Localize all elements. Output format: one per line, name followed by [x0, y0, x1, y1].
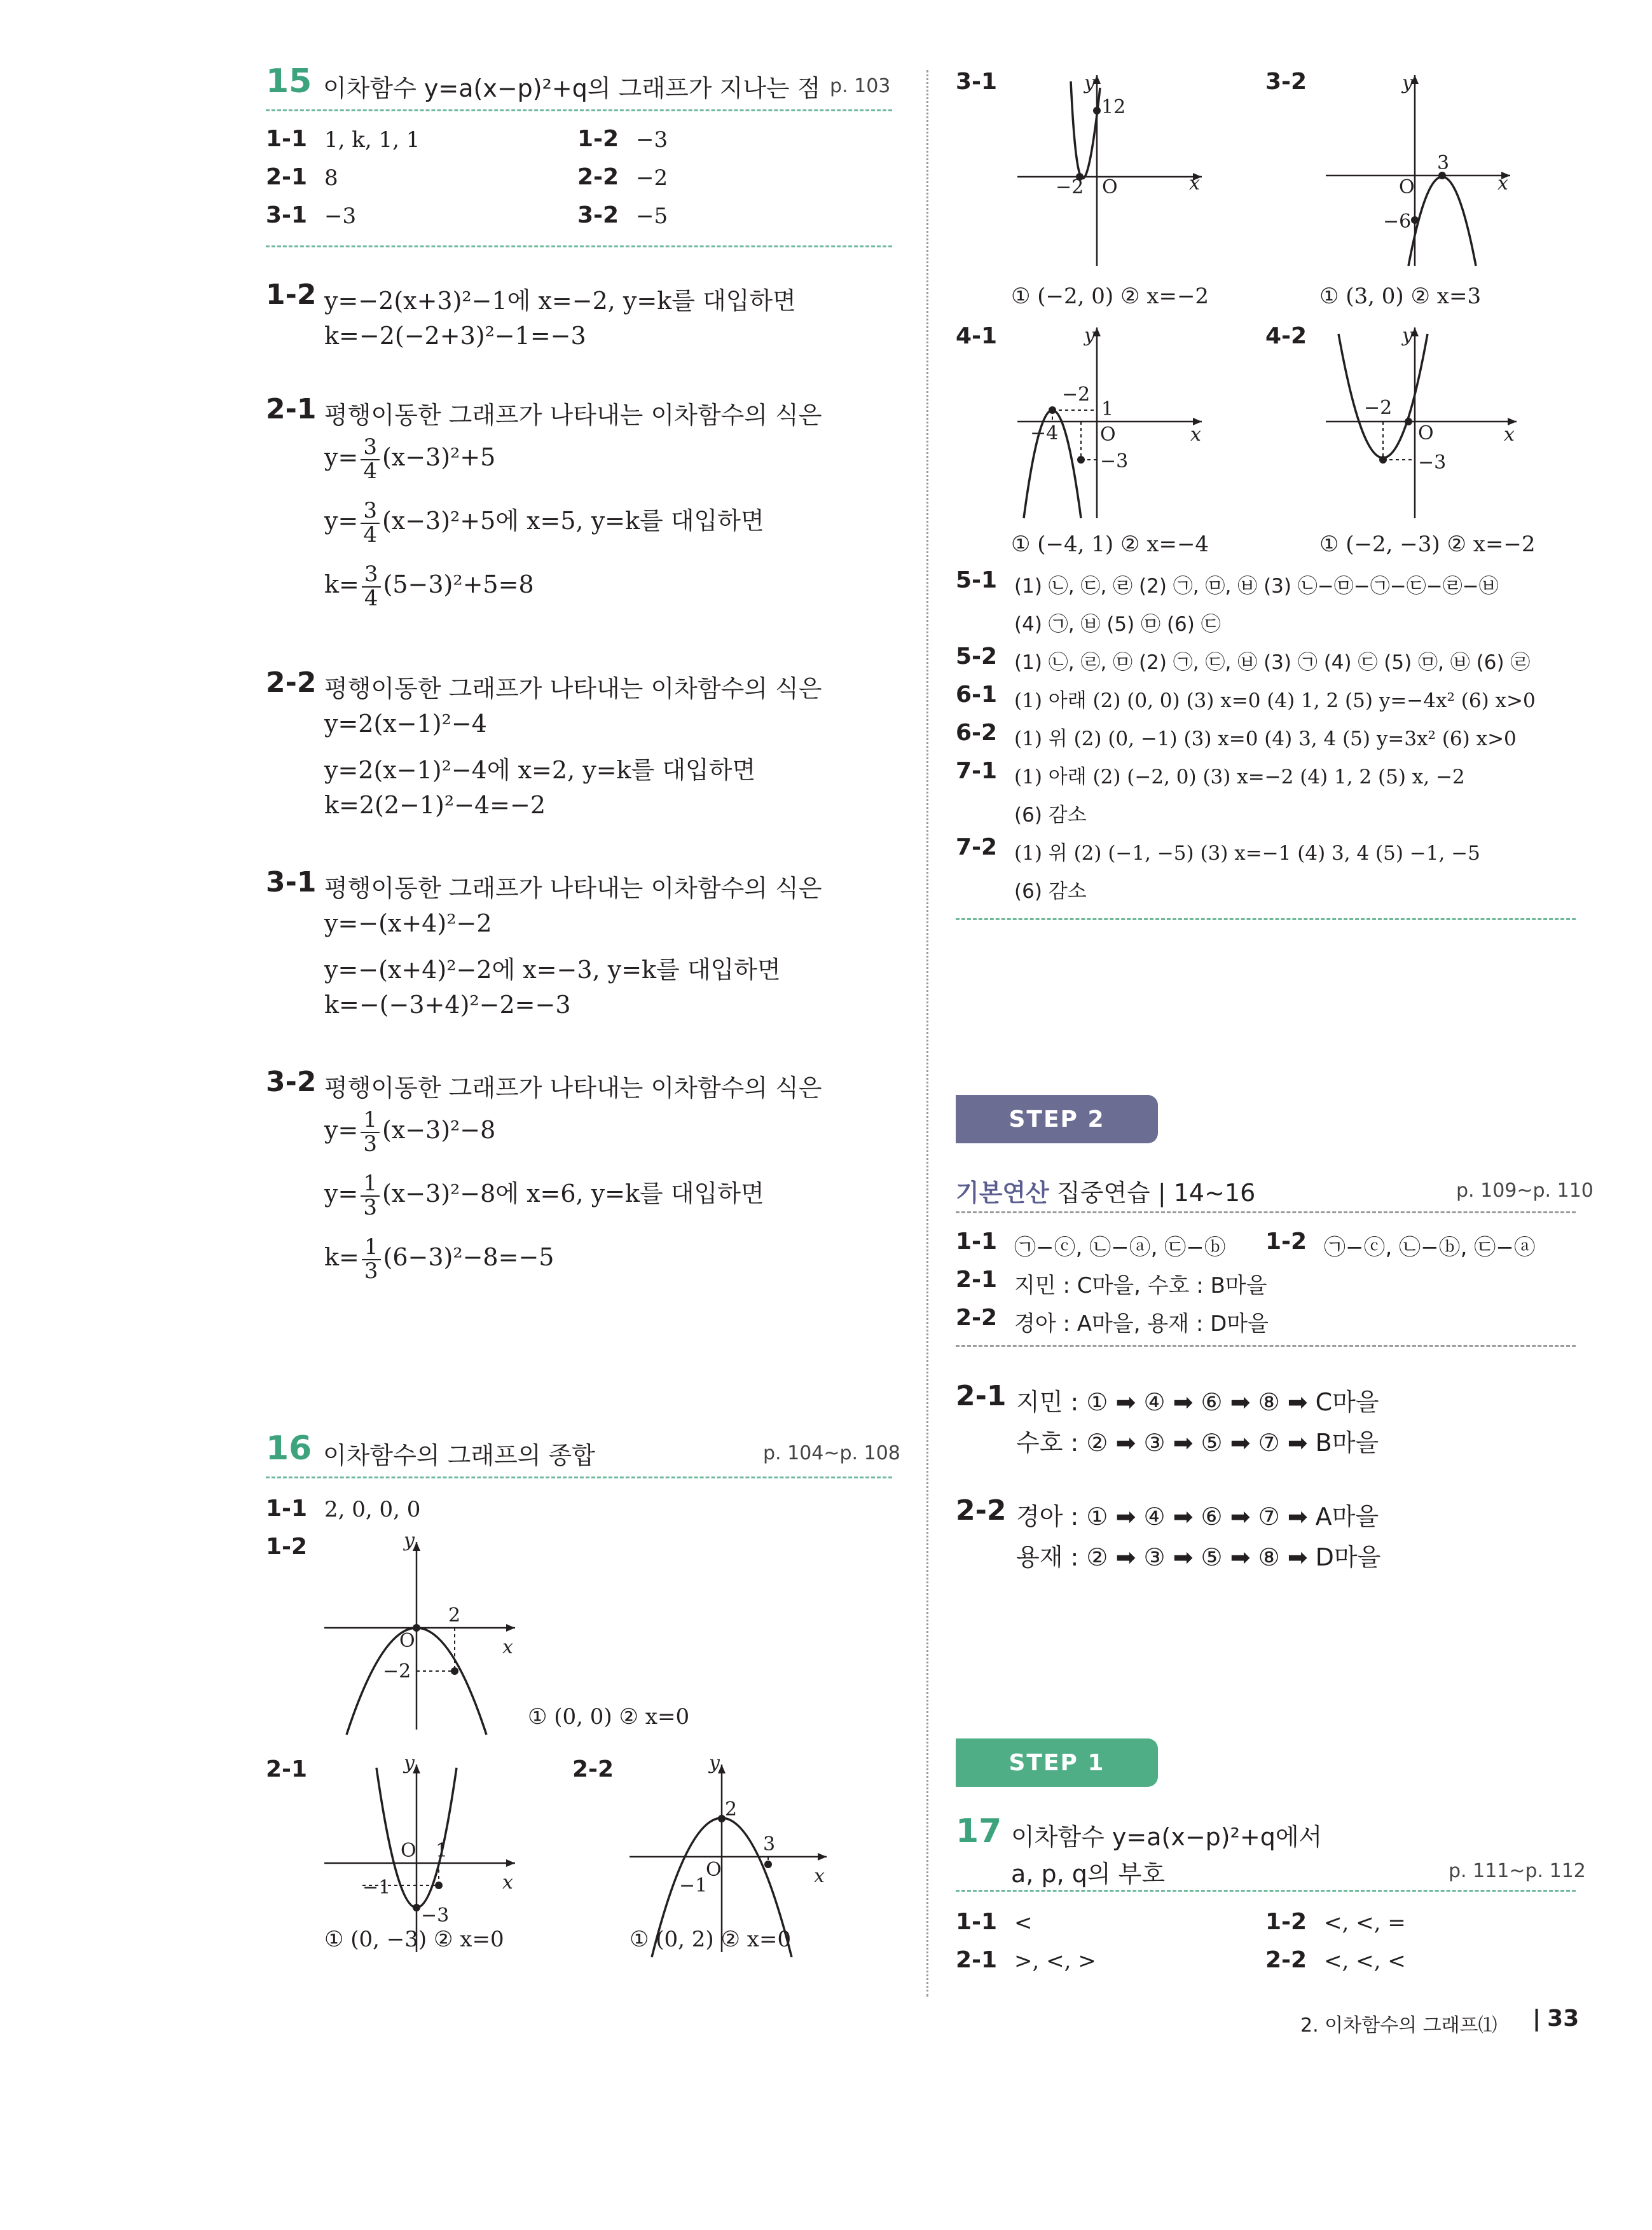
- answer-label: 1-2: [1265, 1229, 1307, 1255]
- title-rest: 집중연습 | 14~16: [1049, 1179, 1256, 1207]
- chapter-label: 2. 이차함수의 그래프⑴: [1300, 2014, 1497, 2037]
- page-number: | 33: [1532, 2006, 1580, 2032]
- solution-label: 2-2: [266, 666, 317, 699]
- answer-value: −3: [324, 203, 357, 229]
- parabola-graph-4-1: [1011, 321, 1215, 525]
- parabola-graph-3-2: [1319, 69, 1523, 272]
- svg-text:2: 2: [448, 1604, 461, 1627]
- answer-value: (1) ㉡, ㉢, ㉣ (2) ㉠, ㉤, ㉥ (3) ㉡−㉤−㉠−㉢−㉣−㉥: [1014, 575, 1499, 598]
- section-title: [956, 1173, 1255, 1208]
- answer-label: 1-1: [266, 1496, 308, 1522]
- answer-value: ㉠−ⓒ, ㉡−ⓐ, ㉢−ⓑ: [1014, 1235, 1226, 1260]
- svg-text:y: y: [1402, 72, 1413, 94]
- solution-line: y=−(x+4)²−2에 x=−3, y=k를 대입하면: [324, 956, 781, 984]
- solution-label: 3-1: [266, 866, 317, 898]
- graph-caption: ① (−2, 0) ② x=−2: [1011, 284, 1209, 309]
- section-number: 15: [266, 62, 312, 100]
- solution-line: y= $\frac{1}{3}$ (x−3)²−8: [324, 1107, 496, 1157]
- dashed-divider: [956, 1345, 1576, 1347]
- svg-text:−1: −1: [679, 1875, 708, 1897]
- step-badge: STEP 2: [956, 1095, 1158, 1143]
- answer-label: 2-1: [956, 1267, 998, 1293]
- answer-label: 1-1: [266, 126, 308, 152]
- section-title: 이차함수 y=a(x−p)²+q에서: [1011, 1823, 1323, 1851]
- graph-caption: ① (−4, 1) ② x=−4: [1011, 532, 1209, 557]
- svg-text:y: y: [1084, 324, 1095, 347]
- solution-line: 지민 : ① ➡ ④ ➡ ⑥ ➡ ⑧ ➡ C마을: [1016, 1388, 1379, 1416]
- svg-text:−3: −3: [1418, 451, 1447, 474]
- solution-line: y= $\frac{3}{4}$ (x−3)²+5: [324, 434, 496, 484]
- svg-text:y: y: [709, 1755, 720, 1774]
- answer-value: 지민 : C마을, 수호 : B마을: [1014, 1273, 1267, 1298]
- svg-text:x: x: [814, 1865, 825, 1887]
- answer-value: −5: [636, 203, 668, 229]
- answer-value: <, <, =: [1324, 1910, 1406, 1936]
- answer-value: (1) 아래 (2) (−2, 0) (3) x=−2 (4) 1, 2 (5) x, −2: [1014, 766, 1465, 788]
- solution-line: k= $\frac{3}{4}$ (5−3)²+5=8: [324, 561, 534, 611]
- page-reference: p. 109~p. 110: [1456, 1180, 1593, 1202]
- answer-value: <, <, <: [1324, 1948, 1406, 1974]
- answer-value: (1) ㉡, ㉣, ㉤ (2) ㉠, ㉢, ㉥ (3) ㉠ (4) ㉢ (5) ㉤, ㉥ (6) ㉣: [1014, 651, 1531, 674]
- answer-label: 2-1: [956, 1947, 998, 1973]
- svg-text:x: x: [502, 1871, 513, 1894]
- dashed-divider: [266, 245, 892, 247]
- page-reference: p. 103: [830, 75, 891, 97]
- answer-label: 1-1: [956, 1229, 998, 1255]
- solution-line: k=2(2−1)²−4=−2: [324, 791, 546, 819]
- svg-text:O: O: [399, 1630, 415, 1652]
- answer-value: (6) 감소: [1014, 880, 1087, 903]
- answer-label: 1-2: [266, 1534, 308, 1560]
- answer-label: 2-2: [577, 164, 619, 190]
- answer-value: 경아 : A마을, 용재 : D마을: [1014, 1311, 1269, 1337]
- answer-value: 2, 0, 0, 0: [324, 1497, 421, 1522]
- page-reference: p. 111~p. 112: [1449, 1860, 1586, 1882]
- section-subtitle: a, p, q의 부호: [1011, 1860, 1166, 1888]
- solution-line: 평행이동한 그래프가 나타내는 이차함수의 식은: [324, 874, 822, 902]
- svg-text:3: 3: [763, 1833, 776, 1855]
- answer-label: 1-2: [1265, 1909, 1307, 1935]
- solution-line: 평행이동한 그래프가 나타내는 이차함수의 식은: [324, 401, 822, 429]
- svg-text:O: O: [1418, 422, 1434, 444]
- answer-label: 2-2: [1265, 1947, 1307, 1973]
- answer-value: −3: [636, 127, 668, 153]
- solution-line: 경아 : ① ➡ ④ ➡ ⑥ ➡ ⑦ ➡ A마을: [1016, 1503, 1379, 1531]
- answer-rows: [956, 567, 1585, 911]
- answer-value: >, <, >: [1014, 1948, 1096, 1974]
- solution-line: 평행이동한 그래프가 나타내는 이차함수의 식은: [324, 1074, 822, 1102]
- parabola-graph-1-2: [318, 1532, 528, 1736]
- answer-value: (1) 아래 (2) (0, 0) (3) x=0 (4) 1, 2 (5) y=−4x² (6) x>0: [1014, 689, 1536, 712]
- answer-label: 6-2: [956, 720, 998, 746]
- answer-label: 3-2: [1265, 69, 1307, 95]
- svg-text:−1: −1: [362, 1876, 391, 1899]
- svg-text:y: y: [404, 1532, 415, 1552]
- answer-value: (6) 감소: [1014, 804, 1087, 827]
- solution-line: 평행이동한 그래프가 나타내는 이차함수의 식은: [324, 675, 822, 703]
- answer-label: 3-2: [577, 202, 619, 228]
- svg-text:2: 2: [725, 1798, 738, 1820]
- answer-label: 3-1: [266, 202, 308, 228]
- graph-caption: ① (0, −3) ② x=0: [324, 1927, 504, 1952]
- answer-label: 7-1: [956, 758, 998, 784]
- solution-line: y=−(x+4)²−2: [324, 909, 492, 937]
- answer-value: −2: [636, 165, 668, 191]
- dashed-divider: [266, 109, 892, 111]
- answer-value: <: [1014, 1910, 1033, 1936]
- graph-caption: ① (−2, −3) ② x=−2: [1319, 532, 1536, 557]
- svg-text:−2: −2: [1364, 397, 1393, 419]
- solution-label: 3-2: [266, 1066, 317, 1098]
- parabola-graph-3-1: [1011, 69, 1215, 272]
- graph-caption: ① (0, 2) ② x=0: [630, 1927, 792, 1952]
- graph-caption: ① (0, 0) ② x=0: [528, 1704, 690, 1730]
- answer-label: 4-2: [1265, 323, 1307, 349]
- solution-line: 수호 : ② ➡ ③ ➡ ⑤ ➡ ⑦ ➡ B마을: [1016, 1429, 1379, 1457]
- svg-text:x: x: [1504, 423, 1515, 446]
- step-badge: STEP 1: [956, 1738, 1158, 1787]
- answer-label: 2-2: [956, 1305, 998, 1331]
- svg-text:O: O: [1100, 423, 1116, 446]
- svg-text:−3: −3: [421, 1904, 450, 1927]
- answer-value: (1) 위 (2) (0, −1) (3) x=0 (4) 3, 4 (5) y=3x² (6) x>0: [1014, 727, 1517, 750]
- answer-label: 7-2: [956, 834, 998, 860]
- solution-label: 1-2: [266, 279, 317, 311]
- solution-line: k=−2(−2+3)²−1=−3: [324, 322, 586, 350]
- answer-value: (1) 위 (2) (−1, −5) (3) x=−1 (4) 3, 4 (5) −1, −5: [1014, 842, 1480, 865]
- svg-text:x: x: [1190, 423, 1201, 446]
- answer-value: 8: [324, 165, 338, 191]
- parabola-graph-4-2: [1319, 321, 1529, 525]
- svg-text:O: O: [401, 1840, 416, 1862]
- solution-line: y= $\frac{3}{4}$ (x−3)²+5에 x=5, y=k를 대입하면: [324, 498, 764, 547]
- title-accent: 기본연산: [956, 1179, 1049, 1207]
- section-number: 16: [266, 1429, 312, 1468]
- svg-text:O: O: [706, 1859, 722, 1881]
- column-divider: [926, 70, 928, 1997]
- section-title: 이차함수의 그래프의 종합: [323, 1442, 595, 1469]
- svg-text:O: O: [1399, 176, 1415, 198]
- answer-label: 2-1: [266, 164, 308, 190]
- section-title: 이차함수 y=a(x−p)²+q의 그래프가 지나는 점: [323, 74, 821, 102]
- answer-label: 5-2: [956, 644, 998, 670]
- svg-text:−4: −4: [1030, 422, 1059, 444]
- answer-value: (4) ㉠, ㉥ (5) ㉤ (6) ㉢: [1014, 613, 1221, 636]
- svg-text:−2: −2: [383, 1660, 411, 1683]
- svg-text:y: y: [1402, 324, 1413, 347]
- svg-text:O: O: [1102, 176, 1118, 198]
- svg-text:12: 12: [1101, 96, 1126, 118]
- dashed-divider: [956, 1890, 1576, 1892]
- svg-text:1: 1: [436, 1840, 448, 1862]
- dashed-divider: [956, 1211, 1576, 1213]
- svg-text:y: y: [404, 1755, 415, 1774]
- svg-text:−3: −3: [1100, 450, 1129, 472]
- answer-grid: [266, 126, 892, 240]
- svg-text:x: x: [502, 1636, 513, 1658]
- section-number: 17: [956, 1812, 1002, 1850]
- answer-label: 2-1: [266, 1756, 308, 1782]
- svg-text:−6: −6: [1383, 210, 1412, 233]
- page-reference: p. 104~p. 108: [763, 1442, 900, 1464]
- graph-caption: ① (3, 0) ② x=3: [1319, 284, 1482, 309]
- answer-label: 3-1: [956, 69, 998, 95]
- answer-label: 5-1: [956, 567, 998, 593]
- answer-label: 1-2: [577, 126, 619, 152]
- solution-label: 2-1: [266, 393, 317, 425]
- svg-text:−2: −2: [1062, 383, 1091, 406]
- svg-text:3: 3: [1437, 152, 1450, 174]
- solution-line: 용재 : ② ➡ ③ ➡ ⑤ ➡ ⑧ ➡ D마을: [1016, 1543, 1381, 1571]
- solution-label: 2-2: [956, 1494, 1007, 1527]
- answer-label: 6-1: [956, 682, 998, 708]
- svg-text:x: x: [1497, 172, 1508, 195]
- answer-label: 1-1: [956, 1909, 998, 1935]
- solution-line: y= $\frac{1}{3}$ (x−3)²−8에 x=6, y=k를 대입하면: [324, 1171, 764, 1220]
- svg-text:x: x: [1189, 172, 1200, 195]
- dashed-divider: [266, 1476, 892, 1478]
- solution-line: y=−2(x+3)²−1에 x=−2, y=k를 대입하면: [324, 287, 796, 315]
- solution-line: y=2(x−1)²−4에 x=2, y=k를 대입하면: [324, 756, 756, 784]
- solution-line: k= $\frac{1}{3}$ (6−3)²−8=−5: [324, 1234, 554, 1284]
- answer-label: 4-1: [956, 323, 998, 349]
- svg-text:y: y: [1084, 72, 1095, 94]
- dashed-divider: [956, 918, 1576, 920]
- answer-value: 1, k, 1, 1: [324, 127, 420, 153]
- solution-line: y=2(x−1)²−4: [324, 710, 487, 738]
- svg-text:1: 1: [1101, 398, 1114, 420]
- solution-line: k=−(−3+4)²−2=−3: [324, 991, 571, 1019]
- solutions: [266, 279, 902, 1296]
- svg-text:−2: −2: [1056, 176, 1084, 198]
- answer-label: 2-2: [572, 1756, 614, 1782]
- answer-value: ㉠−ⓒ, ㉡−ⓑ, ㉢−ⓐ: [1324, 1235, 1536, 1260]
- solution-label: 2-1: [956, 1380, 1007, 1412]
